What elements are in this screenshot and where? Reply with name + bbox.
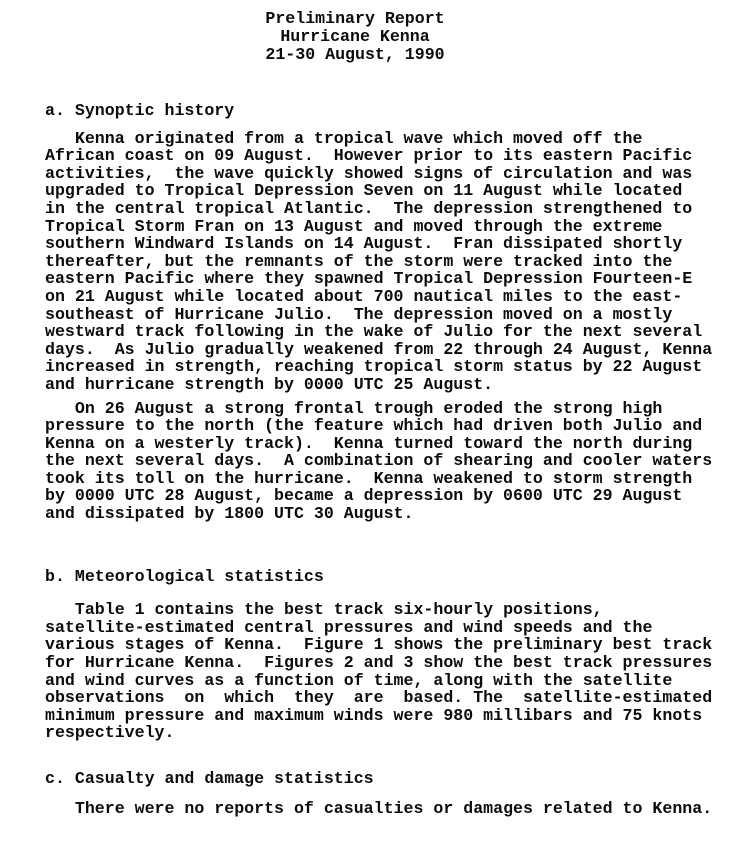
text-line: southeast of Hurricane Julio. The depression moved on a mostly [45, 304, 673, 324]
text-line: by 0000 UTC 28 August, became a depression by 0600 UTC 29 August [45, 486, 683, 506]
text-line: respectively. [45, 723, 175, 743]
text-line: upgraded to Tropical Depression Seven on 11 August while located [45, 181, 683, 201]
report-title-block [45, 10, 665, 64]
text-line: southern Windward Islands on 14 August. Fran dissipated shortly [45, 234, 683, 254]
paragraph-synoptic-1 [45, 130, 731, 394]
report-title-line-1: Preliminary Report [265, 9, 445, 28]
text-line: On 26 August a strong frontal trough eroded the strong high [45, 398, 663, 418]
text-line: took its toll on the hurricane. Kenna weakened to storm strength [45, 468, 693, 488]
paragraph-meteorological-1 [45, 601, 731, 742]
text-line: and wind curves as a function of time, along with the satellite [45, 670, 673, 690]
text-line: increased in strength, reaching tropical storm status by 22 August [45, 357, 703, 377]
report-title-line-3: 21-30 August, 1990 [265, 45, 445, 64]
text-line: Table 1 contains the best track six-hourly positions, [45, 600, 603, 620]
text-line: African coast on 09 August. However prior to its eastern Pacific [45, 146, 693, 166]
text-line: satellite-estimated central pressures and wind speeds and the [45, 617, 653, 637]
text-line: observations on which they are based. The satellite-estimated [45, 688, 713, 708]
text-line: eastern Pacific where they spawned Tropical Depression Fourteen-E [45, 269, 693, 289]
section-heading-b: b. Meteorological statistics [45, 566, 324, 586]
text-line: Tropical Storm Fran on 13 August and moved through the extreme [45, 216, 663, 236]
text-line: on 21 August while located about 700 nautical miles to the east- [45, 286, 683, 306]
text-line: Kenna originated from a tropical wave which moved off the [45, 128, 643, 148]
text-line: various stages of Kenna. Figure 1 shows the preliminary best track [45, 635, 713, 655]
text-line: Kenna on a westerly track). Kenna turned toward the north during [45, 433, 693, 453]
section-heading-a: a. Synoptic history [45, 101, 235, 120]
text-line: minimum pressure and maximum winds were 980 millibars and 75 knots [45, 705, 703, 725]
document-content [45, 10, 731, 817]
text-line: for Hurricane Kenna. Figures 2 and 3 show the best track pressures [45, 653, 713, 673]
text-line: There were no reports of casualties or damages related to Kenna. [45, 798, 713, 818]
paragraph-casualty-1 [45, 800, 731, 818]
text-line: the next several days. A combination of shearing and cooler waters [45, 451, 713, 471]
text-line: thereafter, but the remnants of the storm were tracked into the [45, 251, 673, 271]
text-line: westward track following in the wake of Julio for the next several [45, 322, 703, 342]
text-line: days. As Julio gradually weakened from 22 through 24 August, Kenna [45, 339, 713, 359]
text-line: activities, the wave quickly showed signs of circulation and was [45, 163, 693, 183]
text-line: and hurricane strength by 0000 UTC 25 August. [45, 374, 494, 394]
text-line: and dissipated by 1800 UTC 30 August. [45, 504, 414, 524]
text-line: in the central tropical Atlantic. The depression strengthened to [45, 198, 693, 218]
section-heading-c: c. Casualty and damage statistics [45, 769, 374, 788]
paragraph-synoptic-2 [45, 400, 731, 523]
text-line: pressure to the north (the feature which had driven both Julio and [45, 416, 703, 436]
report-title-line-2: Hurricane Kenna [280, 27, 430, 46]
